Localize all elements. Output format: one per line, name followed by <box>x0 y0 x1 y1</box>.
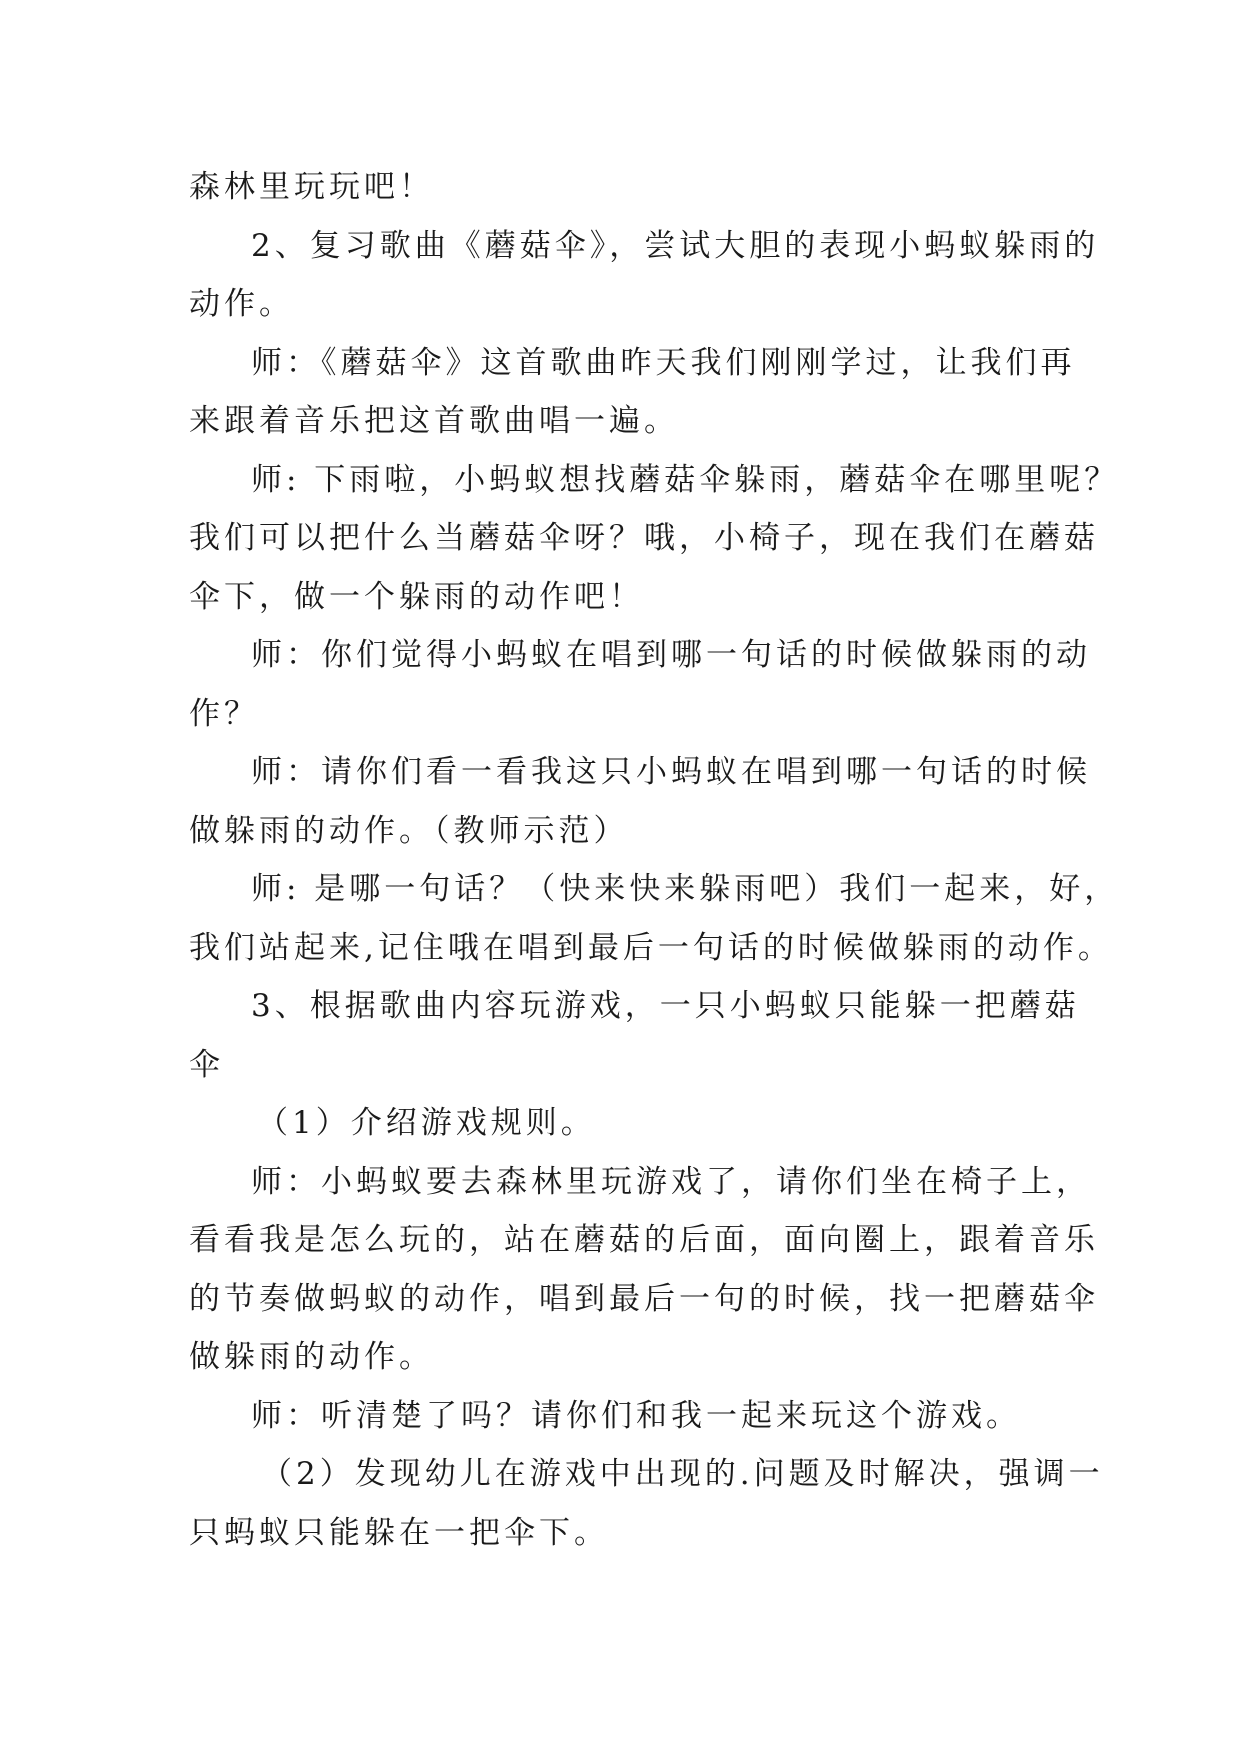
text-line: 动作。 <box>189 286 294 322</box>
text-line: 我们可以把什么当蘑菇伞呀？哦，小椅子，现在我们在蘑菇 <box>189 520 1099 556</box>
text-line: 师：《蘑菇伞》这首歌曲昨天我们刚刚学过，让我们再 <box>251 344 1076 381</box>
text-line: 做躲雨的动作。（教师示范） <box>189 812 629 849</box>
text-line: 来跟着音乐把这首歌曲唱一遍。 <box>189 403 679 439</box>
text-line: 我们站起来,记住哦在唱到最后一句话的时候做躲雨的动作。 <box>189 929 1113 966</box>
text-line: 2、复习歌曲《蘑菇伞》，尝试大胆的表现小蚂蚁躲雨的 <box>251 227 1100 264</box>
text-line: 3、根据歌曲内容玩游戏，一只小蚂蚁只能躲一把蘑菇 <box>251 988 1080 1024</box>
text-line: （1）介绍游戏规则。 <box>257 1105 596 1141</box>
text-line: 作？ <box>189 695 259 732</box>
text-line: 做躲雨的动作。 <box>189 1339 434 1375</box>
text-line: 师: 下雨啦，小蚂蚁想找蘑菇伞躲雨，蘑菇伞在哪里呢？ <box>251 461 1120 498</box>
text-line: 师：小蚂蚁要去森林里玩游戏了，请你们坐在椅子上， <box>251 1163 1091 1200</box>
text-line: 师：请你们看一看我这只小蚂蚁在唱到哪一句话的时候 <box>251 754 1091 790</box>
text-line: 看看我是怎么玩的，站在蘑菇的后面，面向圈上，跟着音乐 <box>189 1222 1099 1258</box>
text-line: 师：听清楚了吗？请你们和我一起来玩这个游戏。 <box>251 1397 1021 1434</box>
text-line: 师: 是哪一句话？（快来快来躲雨吧）我们一起来，好， <box>251 871 1120 907</box>
text-line: （2）发现幼儿在游戏中出现的.问题及时解决，强调一 <box>261 1456 1104 1492</box>
document-body <box>189 158 1120 1562</box>
text-line: 伞 <box>189 1046 224 1083</box>
text-line: 伞下，做一个躲雨的动作吧！ <box>189 578 644 615</box>
text-line: 的节奏做蚂蚁的动作，唱到最后一句的时候，找一把蘑菇伞 <box>189 1280 1099 1317</box>
text-line: 森林里玩玩吧！ <box>189 169 434 205</box>
text-line: 师：你们觉得小蚂蚁在唱到哪一句话的时候做躲雨的动 <box>251 637 1091 673</box>
text-line: 只蚂蚁只能躲在一把伞下。 <box>189 1514 609 1551</box>
